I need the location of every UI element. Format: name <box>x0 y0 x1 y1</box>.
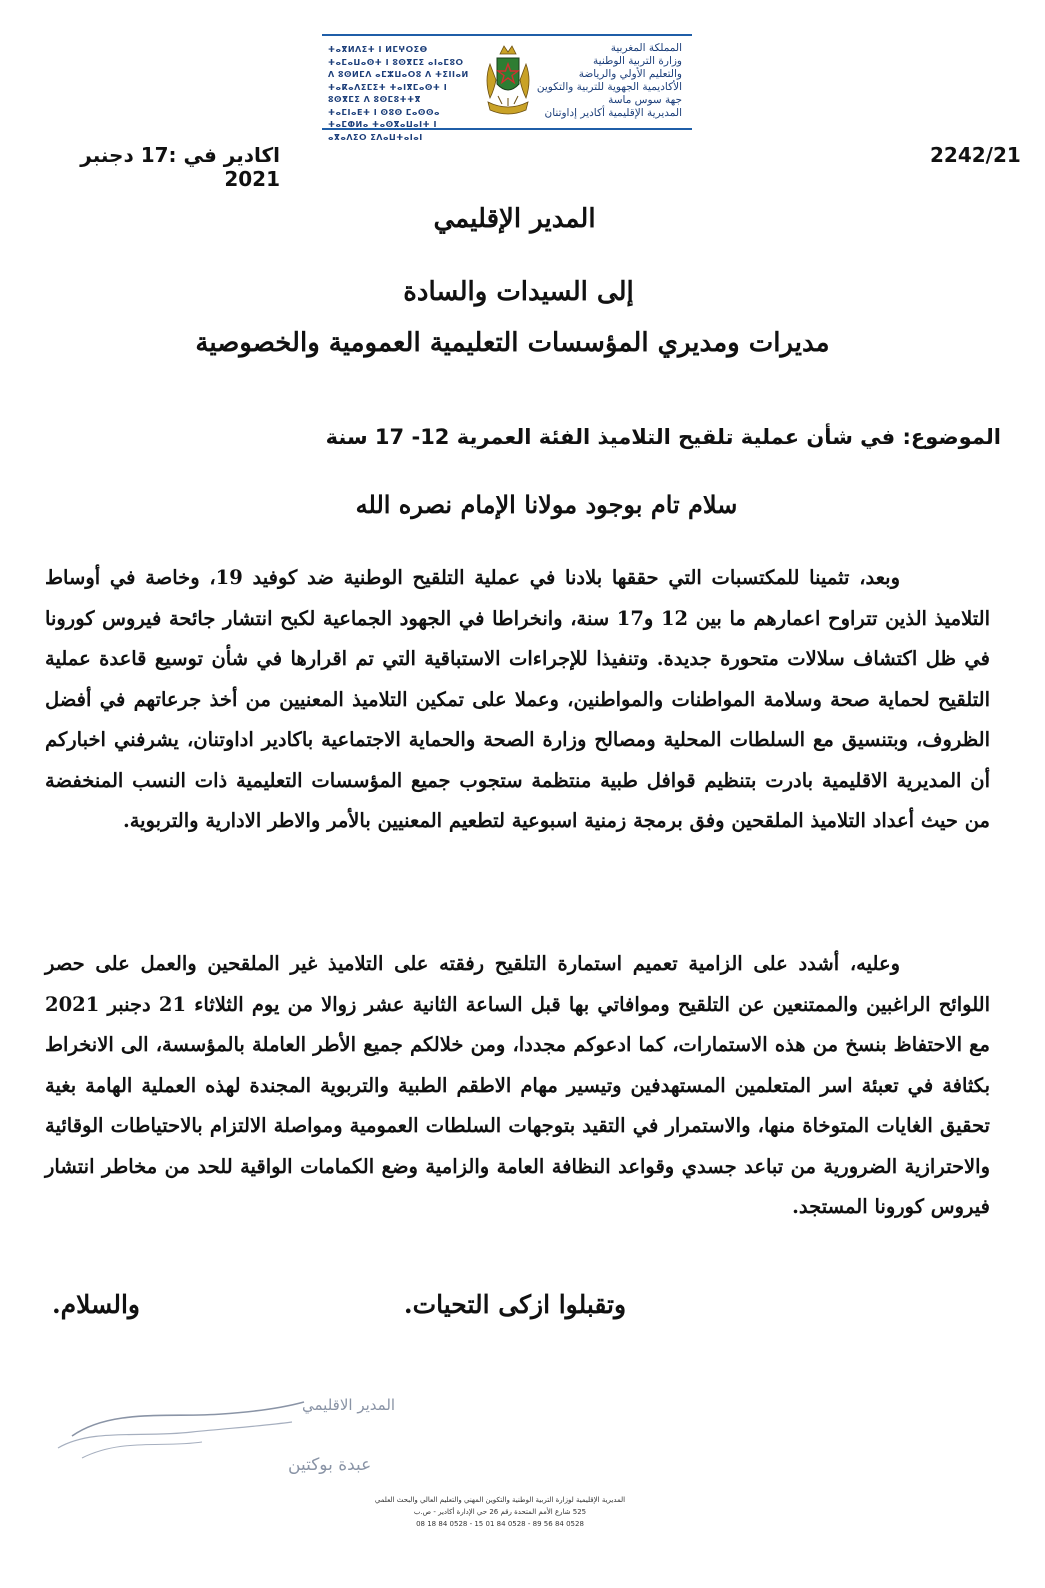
reference-number: 2242/21 <box>930 143 1021 167</box>
tifinagh-line: ⵜⴰⴳⵍⴷⵉⵜ ⵏ ⵍⵎⵖⵔⵉⴱ <box>328 45 428 54</box>
footer-line: 0528 84 56 89 - 0528 84 01 15 - 0528 84 18 08 <box>416 1520 584 1528</box>
footer-line: المديرية الإقليمية لوزارة التربية الوطنية والتكوين المهني والتعليم العالي والبحث العلمي <box>374 1496 626 1504</box>
arabic-line: وزارة التربية الوطنية <box>593 55 682 67</box>
letterhead <box>322 34 692 142</box>
footer-line: 525 شارع الأمم المتحدة رقم 26 حي الإدارة أكادير - ص.ب <box>413 1508 587 1516</box>
body-paragraph-1 <box>45 558 990 842</box>
body-paragraph-2 <box>45 944 990 1228</box>
tifinagh-line: ⵜⴰⵎⵏⴰⴹⵜ ⵏ ⵙⵓⵙ ⵎⴰⵙⵙⴰ <box>328 107 441 117</box>
signature-name: عبدة بوكتين <box>288 1455 372 1475</box>
signature-title: المدير الاقليمي <box>302 1396 396 1414</box>
tifinagh-line: ⴷ ⵓⵙⵍⵎⴷ ⴰⵎⵣⵡⴰⵔⵓ ⴷ ⵜⵉⵏⵏⴰⵍ <box>328 70 469 79</box>
tifinagh-line: ⵜⴰⴽⴰⴷⵉⵎⵉⵜ ⵜⴰⵏⴳⵎⴰⵙⵜ ⵏ ⵓⵙⴳⵎⵉ ⴷ ⵓⵙⵎⵓⵜⵜⴳ <box>328 82 448 104</box>
paragraph-2-text: وعليه، أشدد على الزامية تعميم استمارة التلقيح رفقته على التلاميذ غير الملقحين والعمل على حصر اللوائح الراغبين والممتنعين عن التلقيح وموافاتي بها قبل الساعة الثانية عشر زوالا من يوم الثلاثاء 21 دجنبر 2021 مع الاحتفاظ بنسخ من هذه الاستمارات، كما ادعوكم مجددا، ومن خلالكم جميع الأطر العاملة بالمؤسسة، الى الانخراط بكثافة في تعبئة اسر المتعلمين المستهدفين وتيسير مهام الاطقم الطبية والتربوية المجندة لهذه العملية الهامة بغية تحقيق الغايات المتوخاة منها، والاستمرار في التقيد بتوجهات السلطات العمومية ومواصلة الالتزام بالاحتياطات الوقائية والاحترازية الضرورية من تباعد جسدي وقواعد النظافة العامة والزامية وضع الكمامات الواقية للحد من مخاطر انتشار فيروس كورونا المستجد. <box>45 952 991 1218</box>
place-date: اكادير في :17 دجنبر 2021 <box>80 143 280 191</box>
arabic-line: جهة سوس ماسة <box>608 94 682 106</box>
salutation: سلام تام بوجود مولانا الإمام نصره الله <box>355 490 738 519</box>
letterhead-arabic <box>532 42 682 120</box>
subject-line: الموضوع: في شأن عملية تلقيح التلاميذ الفئة العمرية 12- 17 سنة <box>325 425 1001 449</box>
recipient-line-2: مديرات ومديري المؤسسات التعليمية العمومية والخصوصية <box>195 328 830 358</box>
closing-peace: والسلام. <box>51 1290 141 1319</box>
footer-address <box>340 1494 660 1530</box>
letterhead-tifinagh <box>328 44 478 144</box>
recipient-line-1: إلى السيدات والسادة <box>403 277 634 307</box>
arabic-line: والتعليم الأولي والرياضة <box>578 68 682 80</box>
signature-stamp <box>52 1378 396 1488</box>
royal-emblem-icon <box>480 40 536 122</box>
tifinagh-line: ⵜⴰⵎⵀⵍⴰ ⵜⴰⵙⴳⴰⵡⴰⵏⵜ ⵏ ⴰⴳⴰⴷⵉⵔ ⵉⴷⴰⵡⵜⴰⵏⴰⵏ <box>328 120 437 142</box>
arabic-line: الأكاديمية الجهوية للتربية والتكوين <box>536 81 682 93</box>
sender-title: المدير الإقليمي <box>433 204 596 234</box>
arabic-line: المملكة المغربية <box>610 42 682 54</box>
paragraph-1-text: وبعد، تثمينا للمكتسبات التي حققها بلادنا في عملية التلقيح الوطنية ضد كوفيد 19، وخاصة في أوساط التلاميذ الذين تتراوح اعمارهم ما بين 12 و17 سنة، وانخراطا في الجهود الجماعية لكبح انتشار جائحة فيروس كورونا في ظل اكتشاف سلالات متحورة جديدة. وتنفيذا للإجراءات الاستباقية التي تم اقرارها في شأن توسيع قاعدة عملية التلقيح لحماية صحة وسلامة المواطنات والمواطنين، وعملا على تمكين التلاميذ المعنيين من أخذ جرعاتهم في أفضل الظروف، وبتنسيق مع السلطات المحلية ومصالح وزارة الصحة والحماية الاجتماعية باكادير اداوتنان، يشرفني اخباركم أن المديرية الاقليمية بادرت بتنظيم قوافل طبية منتظمة ستجوب جميع المؤسسات التعليمية ذات النسب المنخفضة من حيث أعداد التلاميذ الملقحين وفق برمجة زمنية اسبوعية لتطعيم المعنيين بالأمر والاطر الادارية والتربوية. <box>45 566 991 832</box>
arabic-line: المديرية الإقليمية أكادير إداوتنان <box>544 107 682 119</box>
tifinagh-line: ⵜⴰⵎⴰⵡⴰⵙⵜ ⵏ ⵓⵙⴳⵎⵉ ⴰⵏⴰⵎⵓⵔ <box>328 57 464 67</box>
closing-regards: وتقبلوا ازكى التحيات. <box>403 1290 627 1319</box>
